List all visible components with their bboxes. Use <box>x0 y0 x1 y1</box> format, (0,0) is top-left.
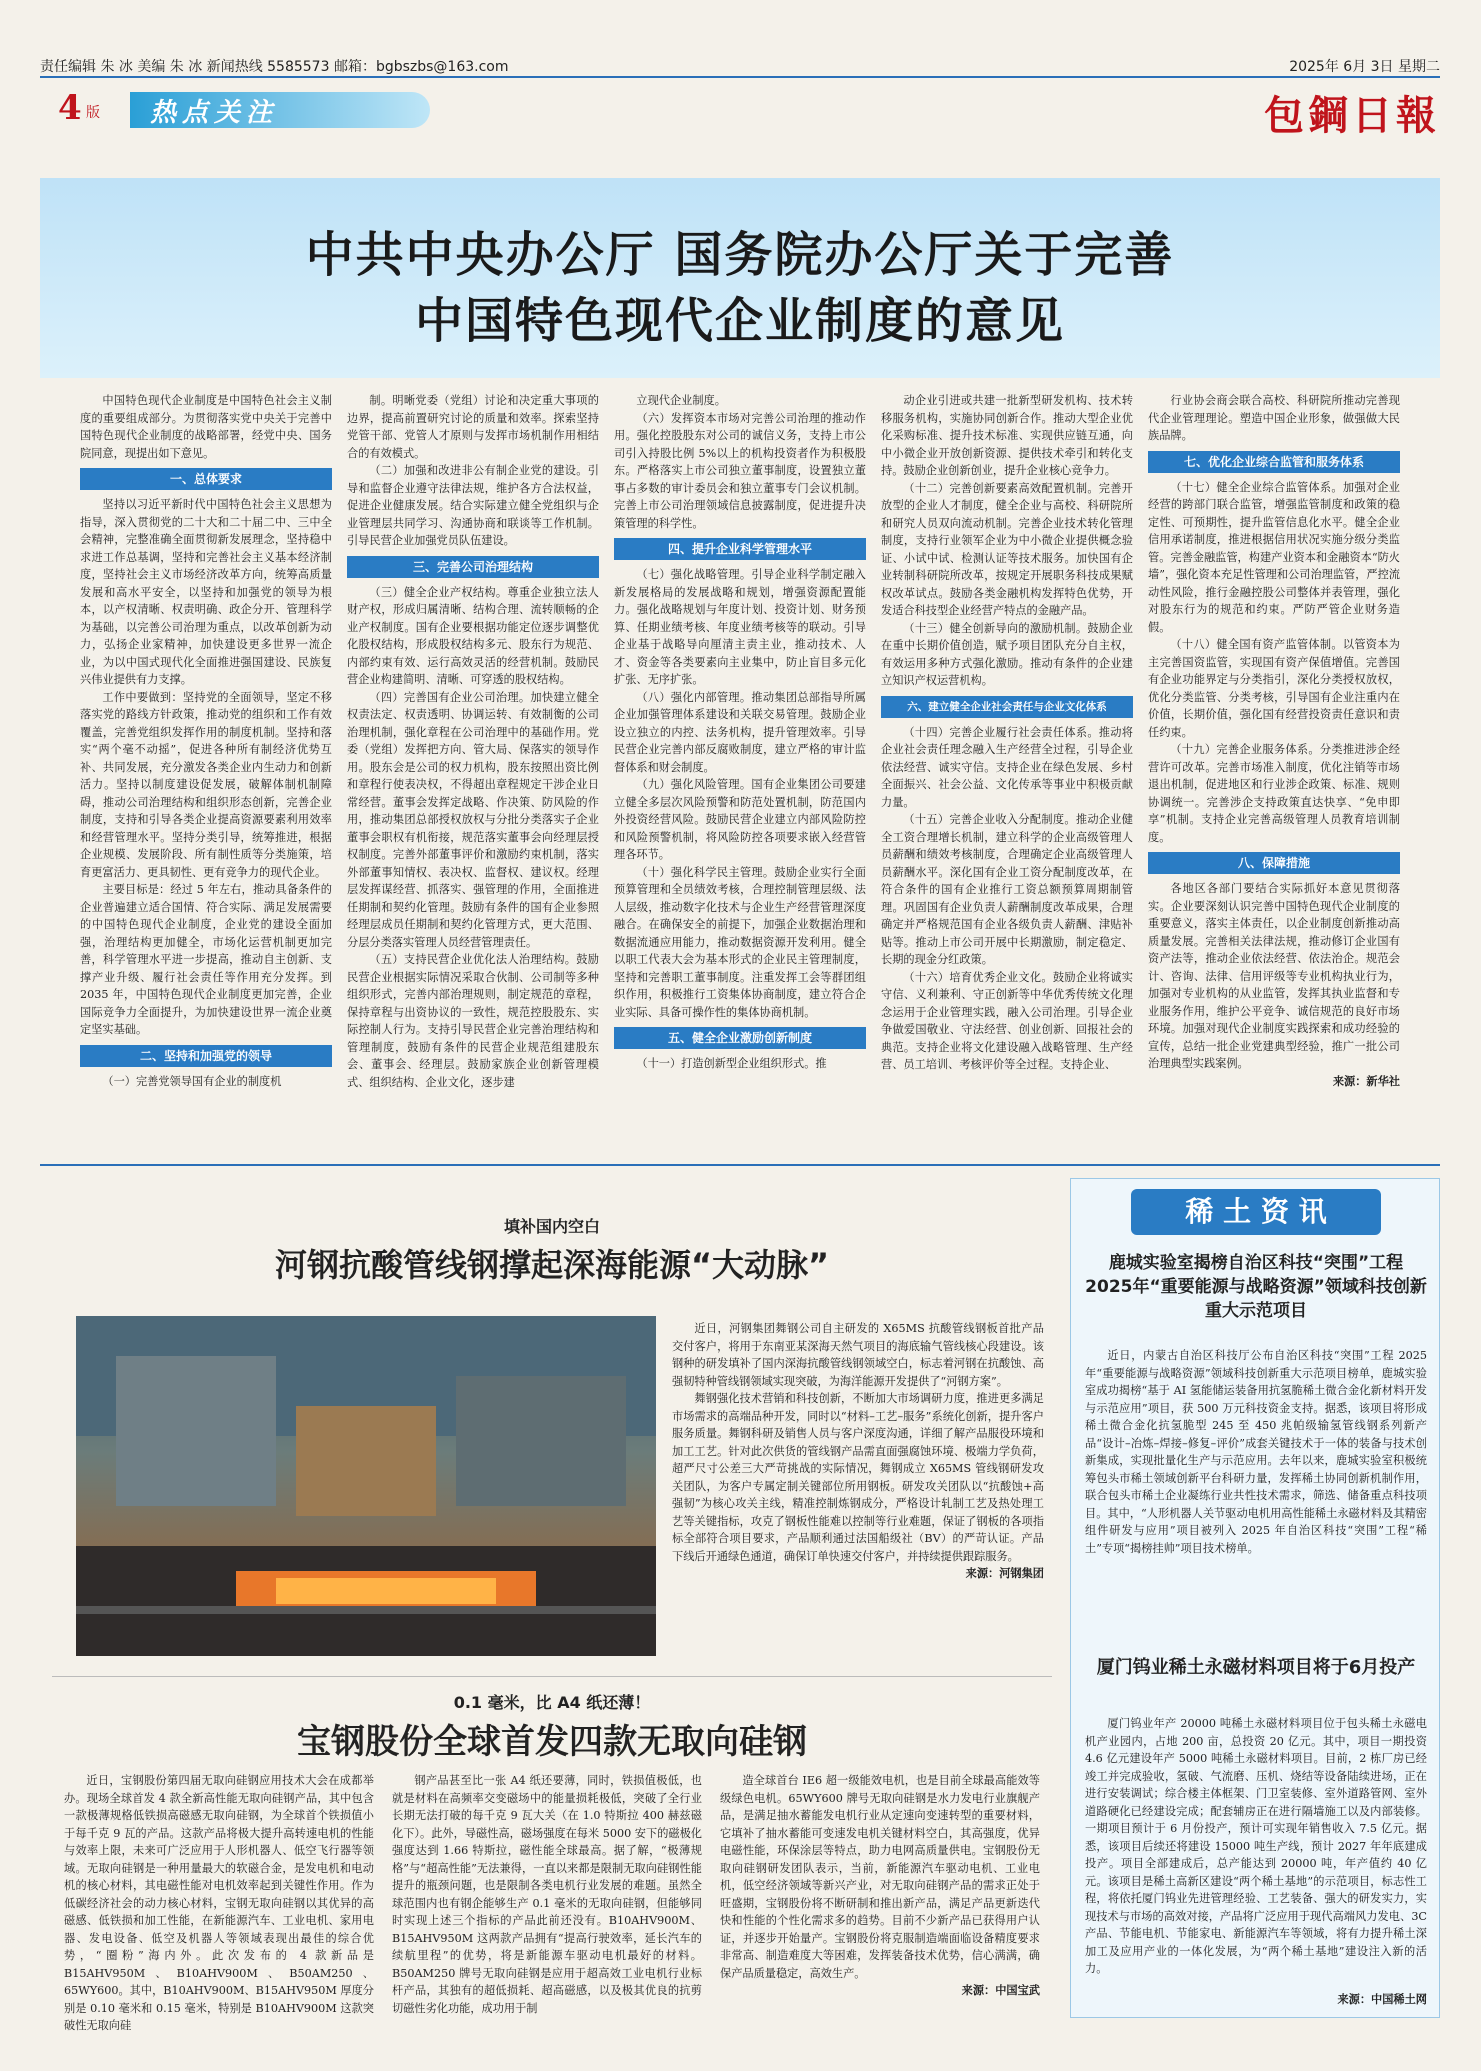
paragraph: （三）健全企业产权结构。尊重企业独立法人财产权，形成归属清晰、结构合理、流转顺畅的企业产权制度。国有企业要根据功能定位逐步调整优化股权结构，形成股权结构多元、股东行为规范、内部约束有效、运行高效灵活的经营机制。鼓励民营企业构建简明、清晰、可穿透的股权结构。 <box>347 585 599 686</box>
section-heading: 五、健全企业激励创新制度 <box>614 1027 866 1049</box>
paragraph: （十五）完善企业收入分配制度。推动企业健全工资合理增长机制，建立科学的企业高级管理人员薪酬和绩效考核制度，合理确定企业高级管理人员薪酬水平。深化国有企业工资分配制度改革，在符合条件的国有企业推行工资总额预算周期制管理。巩固国有企业负责人薪酬制度改革成果，合理确定并严格规范国有企业各级负责人薪酬、津贴补贴等。推动上市公司开展中长期激励，制定稳定、长期的现金分红政策。 <box>881 813 1133 966</box>
article-body <box>672 1320 1044 1660</box>
news-body <box>1085 1715 1427 1985</box>
paragraph: 坚持以习近平新时代中国特色社会主义思想为指导，深入贯彻党的二十大和二十届二中、三中全会精神，完整准确全面贯彻新发展理念，坚持稳中求进工作总基调，坚持和完善社会主义基本经济制度，坚持社会主义市场经济改革方向，统筹高质量发展和高水平安全，以坚持和加强党的领导为根本，以产权清晰、权责明确、政企分开、管理科学为基础，以完善公司治理为重点，以改革创新为动力，弘扬企业家精神，加快建设更多世界一流企业，为以中国式现代化全面推进强国建设、民族复兴伟业提供有力支撑。 <box>80 498 332 686</box>
news-body <box>1085 1347 1427 1647</box>
article-kicker: 填补国内空白 <box>503 1217 600 1236</box>
paragraph: 行业协会商会联合高校、科研院所推动完善现代企业管理理论。塑造中国企业形象，做强做大民族品牌。 <box>1148 394 1400 442</box>
lead-column-4 <box>881 392 1133 1152</box>
article-column-3 <box>720 1772 1040 2052</box>
article-title: 宝钢股份全球首发四款无取向硅钢 <box>297 1722 807 1762</box>
paragraph: （七）强化战略管理。引导企业科学制定融入新发展格局的发展战略和规划，增强资源配置能力。强化战略规划与年度计划、投资计划、财务预算、任期业绩考核、年度业绩考核等的联动。引导企业基于战略导向厘清主责主业，推动技术、人才、资金等各类要素向主业集中，防止盲目多元化扩张、无序扩张。 <box>614 568 866 686</box>
paragraph: 近日，内蒙古自治区科技厅公布自治区科技“突围”工程 2025 年“重要能源与战略资源”领域科技创新重大示范项目榜单，鹿城实验室成功揭榜“基于 AI 氢能储运装备用抗氢脆稀土微合金化新材料开发与示范应用”项目，获 500 万元科技资金支持。据悉，该项目将形成稀土微合金化抗氢脆型 245 至 450 兆帕级输氢管线钢系列新产品“设计–冶炼–焊接–修复–评价”成套关键技术于一体的装备与技术创新集成，实现批量化生产与示范应用。去年以来，鹿城实验室积极统筹包头市稀土领域创新平台科研力量，发挥稀土协同创新机制作用，联合包头市稀土企业凝练行业共性技术需求，筛选、储备重点科技项目。其中，“人形机器人关节驱动电机用高性能稀土永磁材料及其精密组件研发与应用”项目被列入 2025 年自治区科技“突围”工程“稀土”专项“揭榜挂帅”项目技术榜单。 <box>1085 1349 1427 1555</box>
paragraph: 厦门钨业年产 20000 吨稀土永磁材料项目位于包头稀土永磁电机产业园内，占地 200 亩，总投资 20 亿元。其中，项目一期投资 4.6 亿元建设年产 5000 吨稀土永磁材料项目。目前，2 栋厂房已经竣工并完成验收，氢破、气流磨、压机、烧结等设备陆续进场，正在进行安装调试；综合楼主体框架、门卫室装修、室外道路管网、室外道路硬化已经建设完成；配套辅房正在进行隔墙施工以及内部装修。一期项目预计于 6 月份投产，预计可实现年销售收入 7.5 亿元。据悉，该项目后续还将建设 15000 吨生产线，预计 2027 年年底建成投产。项目全部建成后，总产能达到 20000 吨，年产值约 40 亿元。该项目是稀土高新区建设“两个稀土基地”的示范项目，标志性工程，将依托厦门钨业先进管理经验、工艺装备、强大的研发实力，实现技术与市场的高效对接，产品将广泛应用于现代高端风力发电、3C 产品、节能电机、节能家电、新能源汽车等领域，将有力提升稀土深加工及应用产业的一体化发展，为“两个稀土基地”建设注入新的活力。 <box>1085 1717 1427 1975</box>
paragraph: （十八）健全国有资产监管体制。以管资本为主完善国资监管，实现国有资产保值增值。完善国有企业功能界定与分类指引，深化分类授权放权，优化分类监管、分类考核，引导国有企业注重内在价值，长期价值，强化国有经营投资责任意识和责任约束。 <box>1148 638 1400 739</box>
lead-title-banner <box>40 178 1440 378</box>
lead-column-1 <box>80 392 332 1152</box>
rare-earth-news-sidebar <box>1070 1178 1440 2018</box>
page-label: 版 <box>86 105 100 121</box>
paragraph: 工作中要做到：坚持党的全面领导，坚定不移落实党的路线方针政策，推动党的组织和工作有效覆盖，完善党组织发挥作用的制度机制。坚持和落实“两个毫不动摇”，促进各种所有制经济优势互补、共同发展，充分激发各类企业内生动力和创新活力。坚持以制度建设促发展，破解体制机制障碍，推动公司治理结构和组织形态创新，完善企业制度，支持和引导各类企业提高资源要素利用效率和经营管理水平。坚持分类引导，统筹推进，根据企业规模、发展阶段、所有制性质等分类施策，培育更富活力、更具韧性、更有竞争力的现代企业。 <box>80 690 332 879</box>
masthead-logo: 包鋼日報 <box>1264 92 1440 139</box>
paragraph: （九）强化风险管理。国有企业集团公司要建立健全多层次风险预警和防范处置机制，防范国内外投资经营风险。鼓励民营企业建立内部风险防控和风险预警机制，将风险防控各项要求嵌入经营管理各环节。 <box>614 778 866 861</box>
article-hbis <box>52 1196 1052 1686</box>
steel-mill-illustration <box>76 1316 656 1656</box>
lead-column-5 <box>1148 392 1400 1152</box>
paragraph: （十四）完善企业履行社会责任体系。推动将企业社会责任理念融入生产经营全过程，引导企业依法经营、诚实守信。支持企业在绿色发展、乡村全面振兴、社会公益、文化传承等事业中积极贡献力量。 <box>881 725 1133 809</box>
paragraph: （十九）完善企业服务体系。分类推进涉企经营许可改革。完善市场准入制度，优化注销等市场退出机制，促进地区和行业涉企政策、标准、规则协调统一。完善涉企支持政策直达快享、“免申即享”机制。支持企业完善高级管理人员教育培训制度。 <box>1148 743 1400 844</box>
paragraph: （五）支持民营企业优化法人治理结构。鼓励民营企业根据实际情况采取合伙制、公司制等多种组织形式，完善内部治理规则，制定规范的章程，保持章程与出资协议的一致性，规范控股股东、实际控制人行为。支持引导民营企业完善治理结构和管理制度，鼓励有条件的民营企业规范组建股东会、董事会、经理层。鼓励家族企业创新管理模式、组织结构、企业文化，逐步建 <box>347 953 599 1089</box>
sidebar-heading: 稀 土 资 讯 <box>1131 1189 1381 1235</box>
paragraph: 立现代企业制度。 <box>636 394 726 407</box>
section-heading: 二、坚持和加强党的领导 <box>80 1045 332 1067</box>
article-source: 来源：河钢集团 <box>965 1567 1044 1580</box>
article-source: 来源：中国宝武 <box>961 1984 1040 1997</box>
section-heading: 四、提升企业科学管理水平 <box>614 538 866 560</box>
paragraph: （四）完善国有企业公司治理。加快建立健全权责法定、权责透明、协调运转、有效制衡的公司治理机制，强化章程在公司治理中的基础作用。党委（党组）发挥把方向、管大局、保落实的领导作用。股东会是公司的权力机构，股东按照出资比例和章程行使表决权，不得超出章程规定干涉企业日常经营。董事会发挥定战略、作决策、防风险的作用，推动集团总部授权放权与分批分类落实子企业董事会职权有机衔接，规范落实董事会向经理层授权制度。完善外部董事评价和激励约束机制，落实外部董事知情权、表决权、监督权、建议权。经理层发挥谋经营、抓落实、强管理的作用，全面推进任期制和契约化管理。鼓励有条件的国有企业参照经理层成员任期制和契约化管理方式，更大范围、分层分类落实管理人员经营管理责任。 <box>347 690 599 949</box>
steel-mill-photo <box>76 1316 656 1656</box>
paragraph: （十六）培育优秀企业文化。鼓励企业将诚实守信、义利兼利、守正创新等中华优秀传统文化理念运用于企业管理实践，融入公司治理。引导企业争做爱国敬业、守法经营、创业创新、回报社会的典范。支持企业将文化建设融入战略管理、生产经营、员工培训、考核评价等全过程。支持企业、 <box>881 970 1133 1071</box>
section-heading: 八、保障措施 <box>1148 852 1400 874</box>
lead-column-3 <box>614 392 866 1152</box>
paragraph: 各地区各部门要结合实际抓好本意见贯彻落实。企业要深刻认识完善中国特色现代企业制度的重要意义，落实主体责任，以企业制度创新推动高质量发展。完善相关法律法规，推动修订企业国有资产法等，推动企业依法经营、依法治企。规范会计、咨询、法律、信用评级等专业机构执业行为，加强对专业机构的从业监管，发挥其执业监督和专业服务作用，维护公平竞争、诚信规范的良好市场环境。加强对现代企业制度实践探索和成功经验的宣传，总结一批企业党建典型经验，推广一批公司治理典型实践案例。 <box>1148 882 1400 1070</box>
page-header <box>40 52 1440 78</box>
section-band <box>40 88 1440 139</box>
paragraph: （二）加强和改进非公有制企业党的建设。引导和监督企业遵守法律法规，维护各方合法权益，促进企业健康发展。结合实际建立健全党组织与企业管理层共同学习、沟通协商和联谈等工作机制。引导民营企业加强党员队伍建设。 <box>347 464 599 547</box>
paragraph: （十三）健全创新导向的激励机制。鼓励企业在重中长期价值创造，赋予项目团队充分自主权，有效运用多种方式强化激励。推动有条件的企业建立知识产权运营机构。 <box>881 621 1133 687</box>
paragraph: （十）强化科学民主管理。鼓励企业实行全面预算管理和全员绩效考核，合理控制管理层级、法人层级，推动数字化技术与企业生产经营管理深度融合。在确保安全的前提下，加强企业数据治理和数据流通应用能力，推动数据资源开发利用。健全以职工代表大会为基本形式的企业民主管理制度，坚持和完善职工董事制度。注重发挥工会等群团组织作用，积极推行工资集体协商制度，建立符合企业实际、具备可操作性的集体协商机制。 <box>614 865 866 1019</box>
section-heading: 一、总体要求 <box>80 468 332 490</box>
news-title: 厦门钨业稀土永磁材料项目将于6月投产 <box>1096 1657 1416 1678</box>
paragraph: （六）发挥资本市场对完善公司治理的推动作用。强化控股股东对公司的诚信义务，支持上市公司引入持股比例 5%以上的机构投资者作为积极股东。严格落实上市公司独立董事制度，设置独立董事占多数的审计委员会和独立董事专门会议机制。完善上市公司治理领域信息披露制度，促进提升决策管理的科学性。 <box>614 411 866 530</box>
section-heading: 三、完善公司治理结构 <box>347 556 599 578</box>
paragraph: 近日，宝钢股份第四届无取向硅钢应用技术大会在成都举办。现场全球首发 4 款全新高性能无取向硅钢产品，其中包含一款极薄规格低铁损高磁感无取向硅钢，为全球首个铁损值小于每千克 9 瓦的产品。这款产品将极大提升高转速电机的性能与效率上限，未来可广泛应用于人形机器人、低空飞行器等领域。无取向硅钢是一种用量最大的软磁合金，是发电机和电动机的核心材料，其电磁性能对电机效率起到关键性作用。作为低碳经济社会的动力核心材料，宝钢无取向硅钢以其优异的高磁感、低铁损和加工性能，在新能源汽车、工业电机、家用电器、发电设备、低空及机器人等领域表现出最佳的综合优势，“圈粉”海内外。此次发布的 4 款新品是 B15AHV950M、B10AHV900M、B50AM250、65WY600。其中，B10AHV900M、B15AHV950M 厚度分别是 0.10 毫米和 0.15 毫米，特别是 B10AHV900M 这款突破性无取向硅 <box>64 1774 374 2032</box>
paragraph: 制。明晰党委（党组）讨论和决定重大事项的边界，提高前置研究讨论的质量和效率。探索坚持党管干部、党管人才原则与发挥市场机制作用相结合的有效模式。 <box>347 394 599 460</box>
divider <box>52 1676 1052 1677</box>
lead-title-line2: 中国特色现代企业制度的意见 <box>414 293 1065 349</box>
news-title: 鹿城实验室揭榜自治区科技“突围”工程 2025年“重要能源与战略资源”领域科技创新重大示范项目 <box>1085 1253 1427 1321</box>
editor-line: 责任编辑 朱 冰 美编 朱 冰 新闻热线 5585573 邮箱：bgbszbs@163.com <box>40 59 509 75</box>
paragraph: 舞钢强化技术营销和科技创新，不断加大市场调研力度，推进更多满足市场需求的高端品种开发，同时以“材料–工艺–服务”系统化创新，提升客户服务质量。舞钢科研及销售人员与客户深度沟通，详细了解产品服役环境和加工工艺。针对此次供货的管线钢产品需直面强腐蚀环境、极端力学负荷，超严尺寸公差三大严苛挑战的实际情况，舞钢成立 X65MS 管线钢研发攻关团队，为客户专属定制关键部位所用钢板。研发攻关团队以“抗酸蚀+高强韧”为核心攻关主线，精准控制炼钢成分，严格设计轧制工艺及热处理工艺等关键指标，攻克了钢板性能难以控制等行业难题，保证了钢板的各项指标全部符合项目要求，产品顺利通过法国船级社（BV）的严苛认证。产品下线后开通绿色通道，确保订单快速交付客户，并持续提供跟踪服务。 <box>672 1392 1044 1563</box>
lead-article-body <box>80 392 1400 1152</box>
paragraph: 近日，河钢集团舞钢公司自主研发的 X65MS 抗酸管线钢板首批产品交付客户，将用于东南亚某深海天然气项目的海底输气管线核心段建设。该钢种的研发填补了国内深海抗酸管线钢领域空白，标志着河钢在抗酸蚀、高强韧特种管线钢领域实现突破，为海洋能源开发提供了“河钢方案”。 <box>672 1322 1044 1388</box>
paragraph: 中国特色现代企业制度是中国特色社会主义制度的重要组成部分。为贯彻落实党中央关于完善中国特色现代企业制度的战略部署，经党中央、国务院同意，现提出如下意见。 <box>80 394 332 460</box>
page-number: 4 <box>58 88 82 128</box>
section-heading: 六、建立健全企业社会责任与企业文化体系 <box>881 696 1133 718</box>
article-title: 河钢抗酸管线钢撑起深海能源“大动脉” <box>274 1246 830 1284</box>
article-kicker: 0.1 毫米，比 A4 纸还薄！ <box>453 1693 651 1712</box>
paragraph: （十七）健全企业综合监管体系。加强对企业经营的跨部门联合监管，增强监管制度和政策的稳定性、可预期性，提升监管信息化水平。健全企业信用承诺制度，推进根据信用状况实施分级分类监管。完善金融监管，构建产业资本和金融资本“防火墙”，强化资本充足性管理和公司治理监管，严控流动性风险，推行金融控股公司整体并表管理，强化对股东行为的规范和约束。严防严管企业财务造假。 <box>1148 480 1400 634</box>
section-title: 热点关注 <box>150 98 279 128</box>
paragraph: （八）强化内部管理。推动集团总部指导所属企业加强管理体系建设和关联交易管理。鼓励企业设立独立的内控、法务机构，提升管理效率。引导民营企业完善内部反腐败制度，建立严格的审计监督体系和财会制度。 <box>614 690 866 774</box>
paragraph: （十一）打造创新型企业组织形式。推 <box>636 1057 827 1070</box>
date-line: 2025年 6月 3日 星期二 <box>1289 59 1440 75</box>
paragraph: 造全球首台 IE6 超一级能效电机，也是目前全球最高能效等级绿色电机。65WY600 牌号无取向硅钢是水力发电行业旗舰产品，是满足抽水蓄能发电机行业从定速向变速转型的重要材料，它填补了抽水蓄能可变速发电机关键材料空白，其高强度，优异电磁性能，环保涂层等特点，助力电网高质量供电。宝钢股份无取向硅钢研发团队表示，当前，新能源汽车驱动电机、工业电机，低空经济领域等新兴产业，对无取向硅钢产品的需求正处于旺盛期，宝钢股份将不断研制和推出新产品，满足产品更新迭代快和性能的个性化需求多的趋势。目前不少新产品已获得用户认证，并逐步开始量产。宝钢股份将克服制造端面临设备精度要求非常高、制造难度大等困难，发挥装备技术优势，信心满满，确保产品质量稳定，高效生产。 <box>720 1774 1040 1980</box>
lead-title-line1: 中共中央办公厅 国务院办公厅关于完善 <box>305 227 1175 283</box>
lead-column-2 <box>347 392 599 1152</box>
article-column-1 <box>64 1772 374 2052</box>
article-source: 来源：中国稀土网 <box>1337 1993 1427 2006</box>
divider <box>40 1164 1440 1166</box>
paragraph: 钢产品甚至比一张 A4 纸还要薄，同时，铁损值极低，也就是材料在高频率交变磁场中的能量损耗极低，突破了全行业长期无法打破的每千克 9 瓦大关（在 1.0 特斯拉 400 赫兹磁化下）。此外，导磁性高，磁场强度在每米 5000 安下的磁极化强度达到 1.66 特斯拉，磁性能全球最高。据了解，“极薄规格”与“超高性能”无法兼得，一直以来都是限制无取向硅钢性能提升的瓶颈问题，也是限制各类电机行业发展的难题。虽然全球范围内也有钢企能够生产 0.1 毫米的无取向硅钢，但能够同时实现上述三个指标的产品此前还没有。B10AHV900M、B15AHV950M 这两款产品拥有“提高行驶效率，延长汽车的续航里程”的优势，将是新能源车驱动电机最好的材料。B50AM250 牌号无取向硅钢是应用于超高效工业电机行业标杆产品，其独有的超低损耗、超高磁感，以及极其优良的抗剪切磁性劣化功能，成功用于制 <box>392 1774 702 2015</box>
article-source: 来源：新华社 <box>1332 1074 1400 1088</box>
paragraph: 主要目标是：经过 5 年左右，推动具备条件的企业普遍建立适合国情、符合实际、满足发展需要的中国特色现代企业制度，企业党的建设全面加强，治理结构更加健全，市场化运营机制更加完善，科学管理水平进一步提高，推动自主创新、支撑产业升级、履行社会责任等作用充分发挥。到 2035 年，中国特色现代企业制度更加完善，企业国际竞争力全面提升，为加快建设世界一流企业奠定坚实基础。 <box>80 883 332 1036</box>
paragraph: （十二）完善创新要素高效配置机制。完善开放型的企业人才制度，健全企业与高校、科研院所和研究人员双向流动机制。完善企业技术转化管理制度，支持行业领军企业为中小微企业提供概念验证、小试中试、检测认证等技术服务。加快国有企业转制科研院所改革，按规定开展职务科技成果赋权改革试点。鼓励各类金融机构发挥特色优势，开发适合科技型企业经营产特点的金融产品。 <box>881 481 1133 617</box>
paragraph: （一）完善党领导国有企业的制度机 <box>102 1074 282 1088</box>
article-baosteel <box>52 1690 1052 2060</box>
article-column-2 <box>392 1772 702 2052</box>
paragraph: 动企业引进或共建一批新型研发机构、技术转移服务机构，实施协同创新合作。推动大型企业优化采购标准、提升技术标准、实现供应链互通，向中小微企业开放创新资源、提供技术牵引和转化支持。鼓励企业创新创业，提升企业核心竞争力。 <box>881 394 1133 477</box>
section-heading: 七、优化企业综合监管和服务体系 <box>1148 451 1400 473</box>
